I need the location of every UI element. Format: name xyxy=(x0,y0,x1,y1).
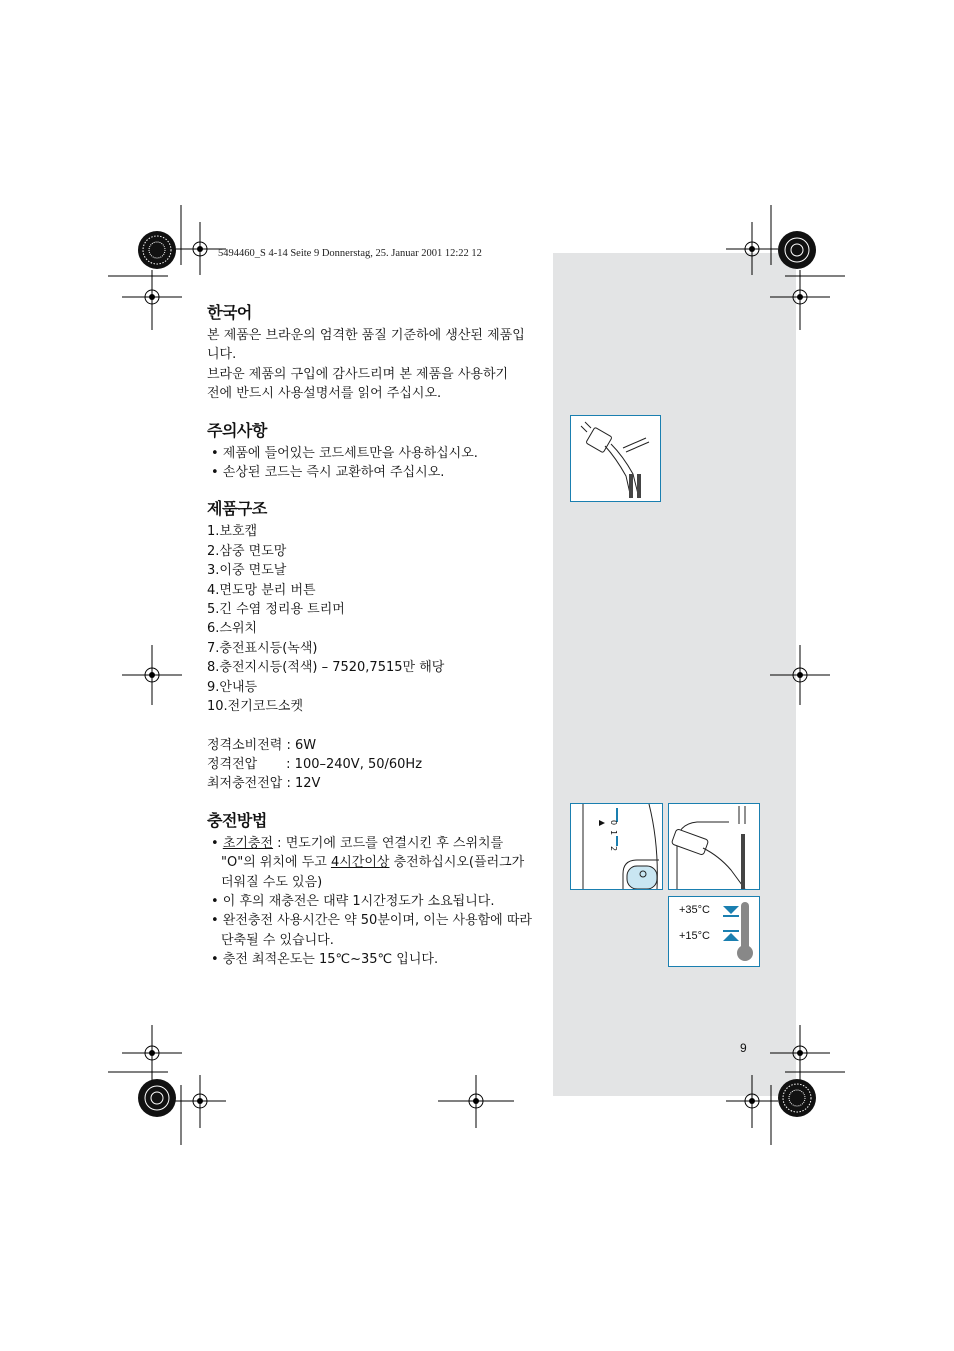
spacer xyxy=(207,717,537,736)
charging-text: 충전하십시오(플러그가 xyxy=(389,855,525,871)
spec-line: 정격전압 : 100–240V, 50/60Hz xyxy=(207,756,423,772)
main-content xyxy=(207,302,537,970)
structure-item: 10.전기코드소켓 xyxy=(207,699,304,715)
temp-low-label: +15°C xyxy=(679,930,711,942)
structure-item: 6.스위치 xyxy=(207,621,258,637)
structure-item: 3.이중 면도날 xyxy=(207,563,287,579)
structure-item: 8.충전지시등(적색) – 7520,7515만 해당 xyxy=(207,660,445,676)
charging-item-cont: 단축될 수 있습니다. xyxy=(221,932,334,948)
charging-item-cont: 더워질 수도 있음) xyxy=(221,874,323,890)
intro-line: 전에 반드시 사용설명서를 읽어 주십시오. xyxy=(207,386,442,402)
charging-item xyxy=(207,834,537,853)
charging-text: : 면도기에 코드를 연결시킨 후 스위치를 xyxy=(273,835,504,851)
intro-line: 본 제품은 브라운의 엄격한 품질 기준하에 생산된 제품입 xyxy=(207,328,525,343)
caution-item: • 손상된 코드는 즉시 교환하여 주십시오. xyxy=(211,465,445,481)
section-title-caution: 주의사항 xyxy=(207,420,267,440)
intro-line: 니다. xyxy=(207,347,237,363)
section-title-charging: 충전방법 xyxy=(207,810,267,830)
switch-mark-2: 2 xyxy=(609,845,619,852)
charging-item: • 완전충전 사용시간은 약 50분이며, 이는 사용함에 따라 xyxy=(211,913,532,929)
charging-text: "O"의 위치에 두고 xyxy=(221,855,331,871)
temp-high-label: +35°C xyxy=(679,904,711,916)
figure-shaver-switch xyxy=(570,803,663,890)
charging-section xyxy=(207,810,537,970)
figure-plug-cord xyxy=(570,415,661,502)
switch-mark-0: 0 xyxy=(609,819,619,826)
structure-section xyxy=(207,498,537,793)
switch-mark-1: 1 xyxy=(609,829,619,836)
caution-section xyxy=(207,420,537,483)
caution-item: • 제품에 들어있는 코드세트만을 사용하십시오. xyxy=(211,445,478,461)
page-number: 9 xyxy=(740,1041,747,1055)
structure-item: 7.충전표시등(녹색) xyxy=(207,640,318,656)
spec-line: 정격소비전력 : 6W xyxy=(207,737,317,753)
bullet-mark: • xyxy=(211,835,223,851)
structure-item: 4.면도망 분리 버튼 xyxy=(207,582,316,598)
charging-item: • 이 후의 재충전은 대략 1시간정도가 소요됩니다. xyxy=(211,893,495,909)
four-hours-term: 4시간이상 xyxy=(330,855,390,871)
structure-item: 9.안내등 xyxy=(207,679,258,695)
cord-connect-illustration xyxy=(669,804,759,889)
figure-temperature xyxy=(668,896,760,967)
structure-item: 5.긴 수염 정리용 트리머 xyxy=(207,602,345,618)
structure-item: 1.보호캡 xyxy=(207,524,258,540)
initial-charge-term: 초기충전 xyxy=(222,835,274,851)
intro-line: 브라운 제품의 구입에 감사드리며 본 제품을 사용하기 xyxy=(207,366,509,382)
print-header: 5494460_S 4-14 Seite 9 Donnerstag, 25. Januar 2001 12:22 12 xyxy=(218,248,482,259)
plug-cord-illustration xyxy=(571,416,660,501)
thermometer-icon xyxy=(669,897,759,966)
section-title-korean: 한국어 xyxy=(207,303,252,322)
structure-item: 2.삼중 면도망 xyxy=(207,543,287,559)
charging-item: • 충전 최적온도는 15℃~35℃ 입니다. xyxy=(211,952,439,968)
figure-cord-connect xyxy=(668,803,760,890)
section-title-structure: 제품구조 xyxy=(207,499,267,519)
intro-section xyxy=(207,302,537,404)
charging-item-cont xyxy=(207,853,537,872)
spec-line: 최저충전전압 : 12V xyxy=(207,776,321,792)
